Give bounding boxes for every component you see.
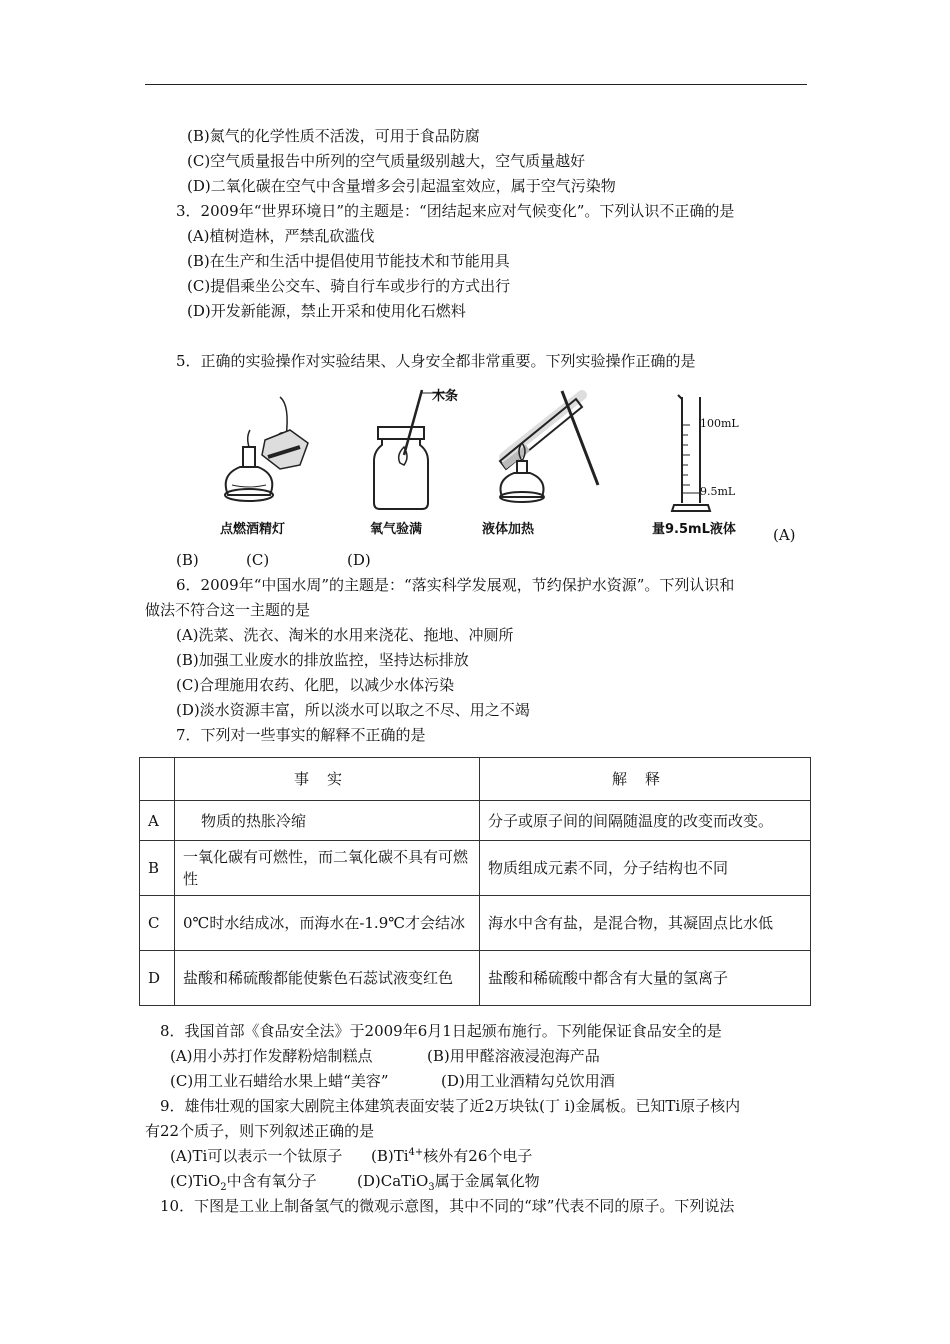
q5-option-c: (C) bbox=[246, 551, 270, 569]
row-fact: 物质的热胀冷缩 bbox=[175, 801, 480, 841]
header-rule bbox=[145, 84, 807, 85]
q2-option-b: (B)氮气的化学性质不活泼，可用于食品防腐 bbox=[187, 127, 480, 145]
q10-stem: 10．下图是工业上制备氢气的微观示意图，其中不同的“球”代表不同的原子。下列说法 bbox=[160, 1197, 735, 1215]
q3-option-b: (B)在生产和生活中提倡使用节能技术和节能用具 bbox=[187, 252, 510, 270]
q9-option-a: (A)Ti可以表示一个钛原子 bbox=[170, 1147, 343, 1165]
table-row bbox=[140, 951, 811, 1006]
q5-stem: 5．正确的实验操作对实验结果、人身安全都非常重要。下列实验操作正确的是 bbox=[176, 352, 696, 370]
q6-option-a: (A)洗菜、洗衣、淘米的水用来浇花、拖地、冲厕所 bbox=[176, 626, 514, 644]
facts-table bbox=[139, 757, 811, 1006]
q3-option-d: (D)开发新能源，禁止开采和使用化石燃料 bbox=[187, 302, 466, 320]
row-label: B bbox=[140, 841, 175, 896]
q6-stem-line2: 做法不符合这一主题的是 bbox=[145, 601, 311, 619]
fig-label-oxygen: 氧气验满 bbox=[370, 522, 423, 537]
fig-label-lamp: 点燃酒精灯 bbox=[220, 522, 286, 537]
q9-option-c: (C)TiO$_2$中含有氧分子 bbox=[170, 1172, 317, 1193]
q2-option-c: (C)空气质量报告中所列的空气质量级别越大，空气质量越好 bbox=[187, 152, 586, 170]
q3-option-a: (A)植树造林，严禁乱砍滥伐 bbox=[187, 227, 375, 245]
q8-stem: 8．我国首部《食品安全法》于2009年6月1日起颁布施行。下列能保证食品安全的是 bbox=[160, 1022, 722, 1040]
table-row bbox=[140, 896, 811, 951]
q7-stem: 7．下列对一些事实的解释不正确的是 bbox=[176, 726, 426, 744]
q9-stem-line1: 9．雄伟壮观的国家大剧院主体建筑表面安装了近2万块钛(丁 i)金属板。已知Ti原子核内 bbox=[160, 1097, 741, 1115]
q9-stem-line2: 有22个质子，则下列叙述正确的是 bbox=[145, 1122, 375, 1140]
stick-label: 木条 bbox=[432, 389, 459, 404]
row-fact: 0℃时水结成冰，而海水在-1.9℃才会结冰 bbox=[175, 896, 480, 951]
q9-option-b: $(B)Ti^{4+}$核外有26个电子 bbox=[371, 1147, 533, 1165]
row-explain: 分子或原子间的间隔随温度的改变而改变。 bbox=[480, 801, 811, 841]
row-explain: 物质组成元素不同，分子结构也不同 bbox=[480, 841, 811, 896]
q6-option-d: (D)淡水资源丰富，所以淡水可以取之不尽、用之不竭 bbox=[176, 701, 530, 719]
q2-option-d: (D)二氧化碳在空气中含量增多会引起温室效应，属于空气污染物 bbox=[187, 177, 616, 195]
header-fact: 事实 bbox=[175, 758, 480, 801]
header-explain: 解释 bbox=[480, 758, 811, 801]
row-label: C bbox=[140, 896, 175, 951]
q3-option-c: (C)提倡乘坐公交车、骑自行车或步行的方式出行 bbox=[187, 277, 511, 295]
q8-option-b: (B)用甲醛溶液浸泡海产品 bbox=[427, 1047, 600, 1065]
q5-option-d: (D) bbox=[347, 551, 371, 569]
row-fact: 盐酸和稀硫酸都能使紫色石蕊试液变红色 bbox=[175, 951, 480, 1006]
cylinder-mark-100: 100mL bbox=[700, 417, 739, 430]
cylinder-mark-9-5: 9.5mL bbox=[700, 485, 736, 498]
row-label: A bbox=[140, 801, 175, 841]
q6-option-c: (C)合理施用农药、化肥，以减少水体污染 bbox=[176, 676, 455, 694]
fig-label-cylinder: 量9.5mL液体 bbox=[652, 522, 736, 537]
fig-label-heating: 液体加热 bbox=[482, 522, 535, 537]
q5-option-b: (B) bbox=[176, 551, 199, 569]
q8-option-d: (D)用工业酒精勾兑饮用酒 bbox=[441, 1072, 615, 1090]
table-row bbox=[140, 841, 811, 896]
row-fact: 一氧化碳有可燃性，而二氧化碳不具有可燃性 bbox=[175, 841, 480, 896]
table-header-row bbox=[140, 758, 811, 801]
q5-option-a: (A) bbox=[773, 526, 796, 544]
q8-option-c: (C)用工业石蜡给水果上蜡“美容” bbox=[170, 1072, 389, 1090]
row-label: D bbox=[140, 951, 175, 1006]
q3-stem: 3．2009年“世界环境日”的主题是：“团结起来应对气候变化”。下列认识不正确的是 bbox=[176, 202, 735, 220]
row-explain: 海水中含有盐，是混合物，其凝固点比水低 bbox=[480, 896, 811, 951]
q8-option-a: (A)用小苏打作发酵粉焙制糕点 bbox=[170, 1047, 373, 1065]
q6-option-b: (B)加强工业废水的排放监控，坚持达标排放 bbox=[176, 651, 469, 669]
table-row bbox=[140, 801, 811, 841]
row-explain: 盐酸和稀硫酸中都含有大量的氢离子 bbox=[480, 951, 811, 1006]
q9-option-d: (D)CaTiO$_3$属于金属氧化物 bbox=[357, 1172, 540, 1193]
q5-figure-strip bbox=[200, 385, 840, 545]
q6-stem-line1: 6．2009年“中国水周”的主题是：“落实科学发展观，节约保护水资源”。下列认识和 bbox=[176, 576, 735, 594]
